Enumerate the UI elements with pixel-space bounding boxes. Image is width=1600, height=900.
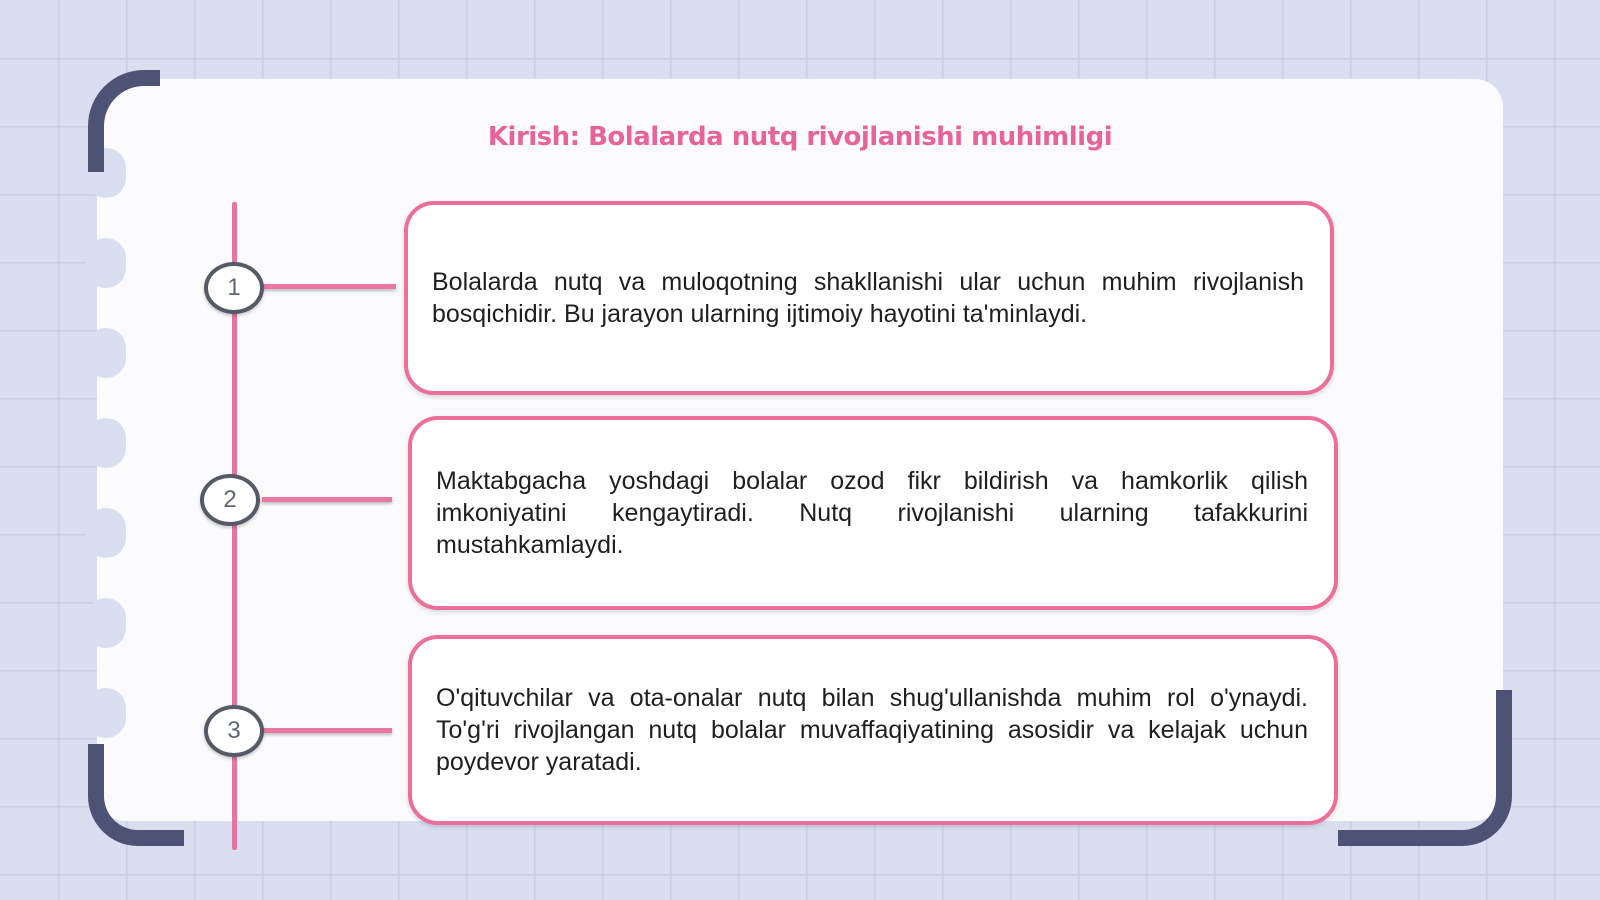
timeline-connector bbox=[262, 728, 392, 733]
frame-corner-top-left bbox=[88, 70, 160, 172]
slide-title: Kirish: Bolalarda nutq rivojlanishi muhimligi bbox=[487, 122, 1113, 152]
timeline-connector bbox=[262, 284, 396, 289]
binder-notch bbox=[86, 688, 126, 738]
binder-notch bbox=[86, 418, 126, 468]
step-text: Bolalarda nutq va muloqotning shakllanishi ular uchun muhim rivojlanish bosqichidir. Bu jarayon ularning ijtimoiy hayotini ta'minlaydi. bbox=[432, 268, 1304, 328]
binder-notch bbox=[86, 508, 126, 558]
step-text: Maktabgacha yoshdagi bolalar ozod fikr bildirish va hamkorlik qilish imkoniyatini kengaytiradi. Nutq rivojlanishi ularning tafakkurini mustahkamlaydi. bbox=[436, 467, 1308, 559]
step-number-badge bbox=[204, 262, 264, 314]
step-card bbox=[408, 416, 1338, 610]
step-number-badge bbox=[200, 474, 260, 526]
binder-notch bbox=[86, 328, 126, 378]
step-number: 3 bbox=[227, 717, 241, 744]
step-text: O'qituvchilar va ota-onalar nutq bilan shug'ullanishda muhim rol o'ynaydi. To'g'ri rivojlangan nutq bolalar muvaffaqiyatining asosidir va kelajak uchun poydevor yaratadi. bbox=[436, 684, 1308, 776]
step-card bbox=[404, 201, 1334, 395]
step-card bbox=[408, 635, 1338, 825]
step-number: 1 bbox=[227, 274, 241, 301]
timeline-connector bbox=[262, 497, 392, 502]
step-number-badge bbox=[204, 705, 264, 757]
binder-notch bbox=[86, 598, 126, 648]
binder-notch bbox=[86, 238, 126, 288]
frame-corner-bottom-left bbox=[88, 744, 184, 846]
frame-corner-bottom-right bbox=[1338, 690, 1512, 846]
step-number: 2 bbox=[223, 486, 237, 513]
